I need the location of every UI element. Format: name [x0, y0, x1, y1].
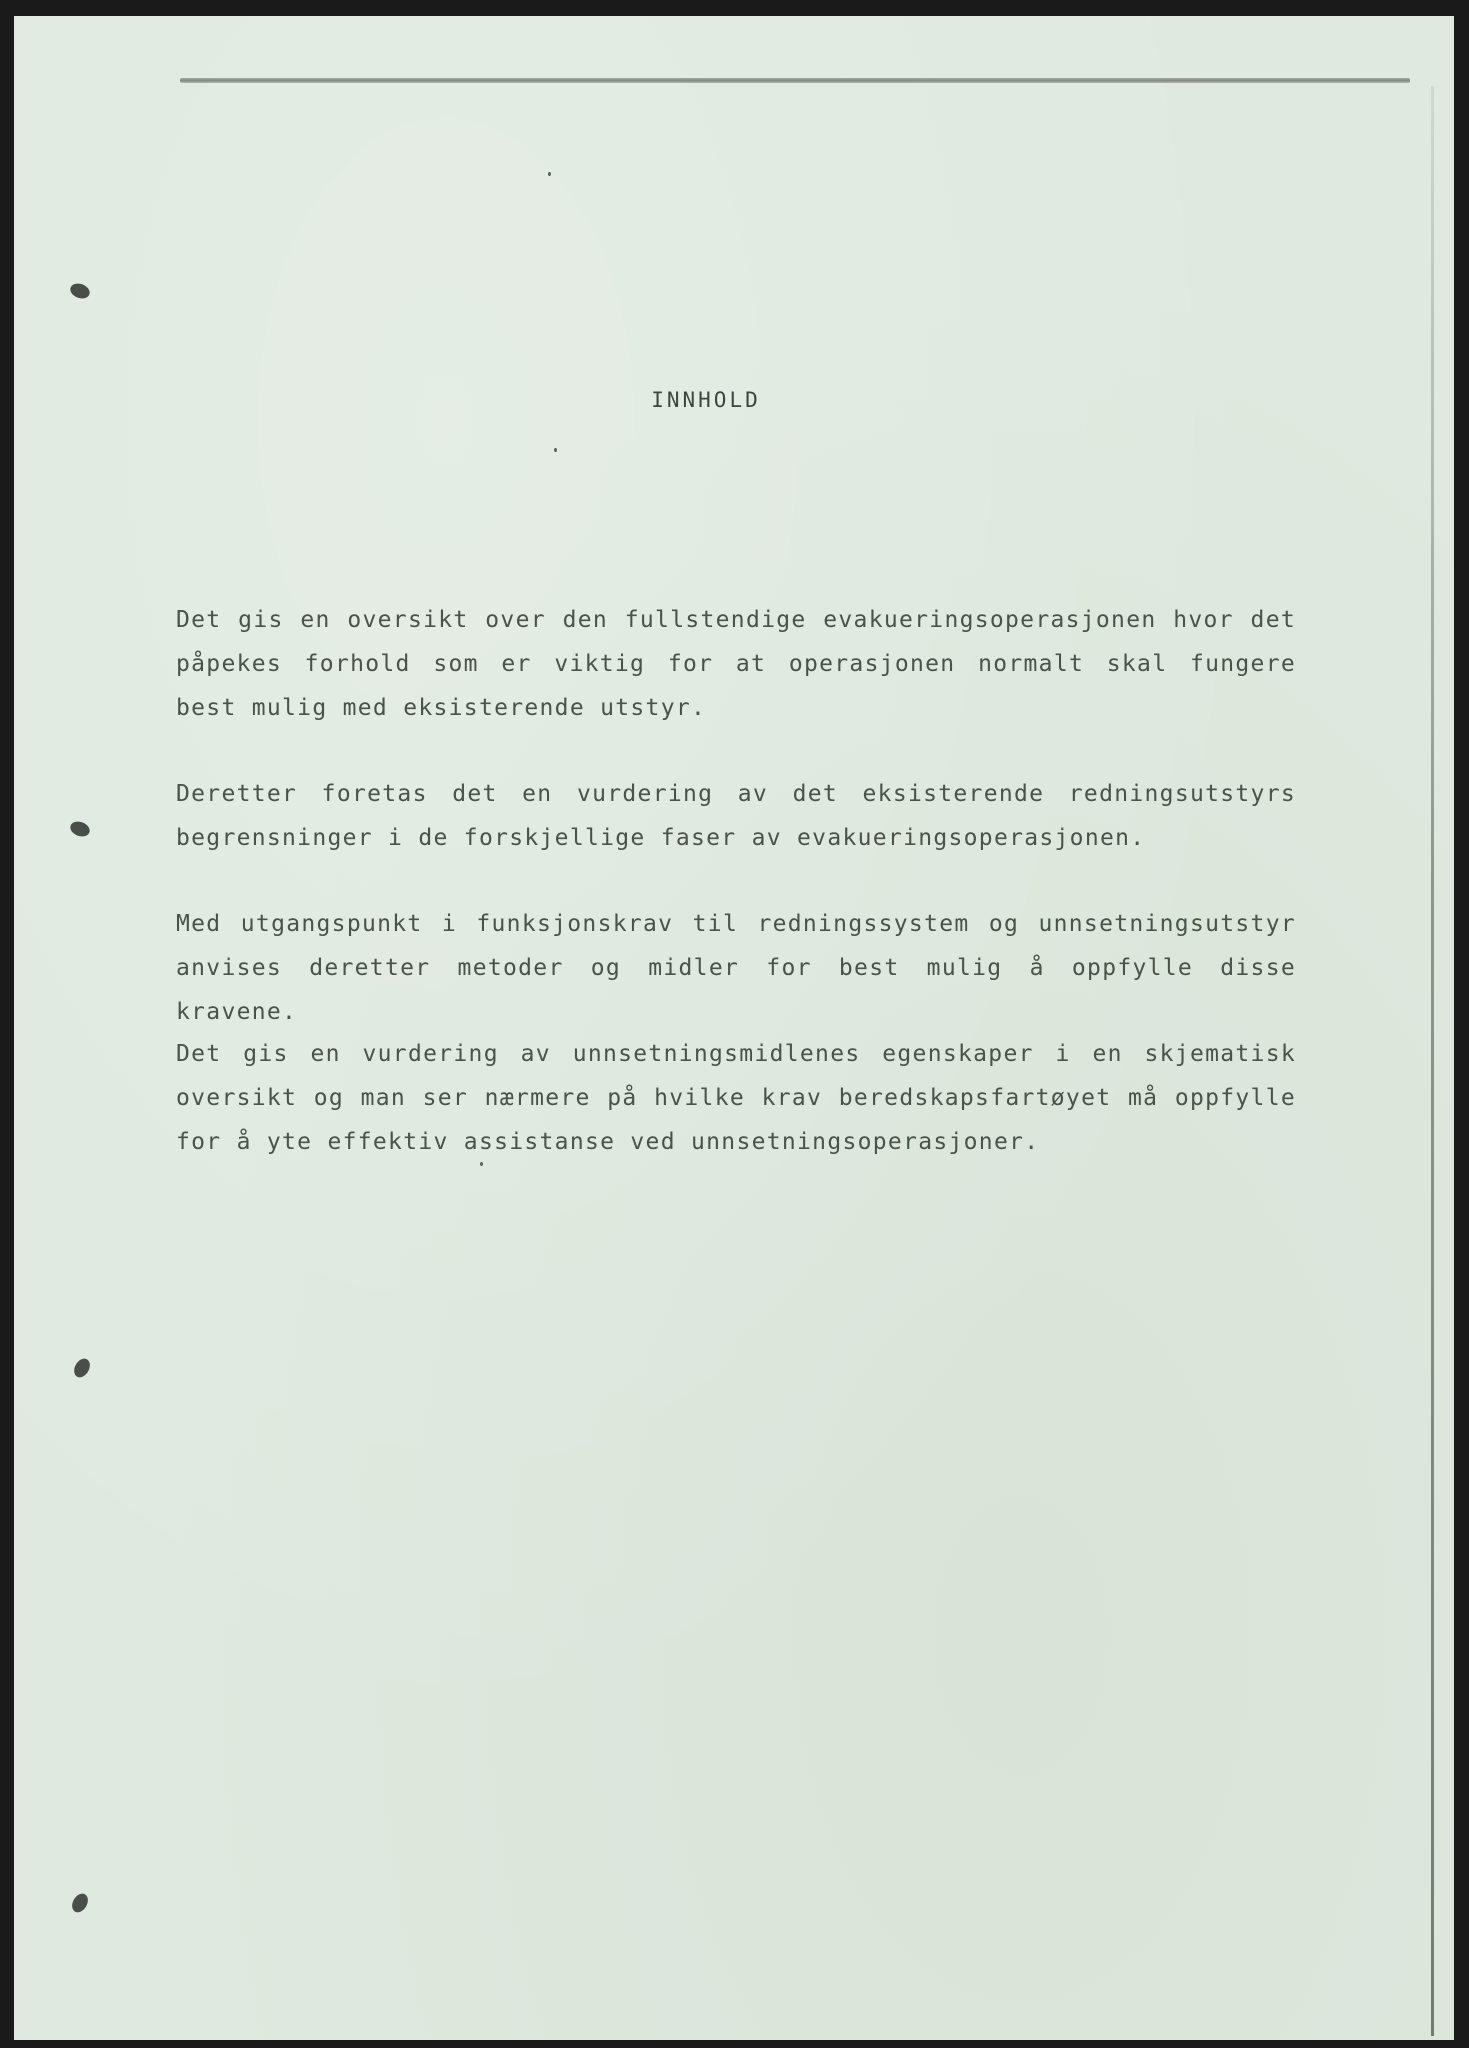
paragraph-requirements: Med utgangspunkt i funksjonskrav til redningssystem og unnsetningsutstyr anvises deretter metoder og midler for best mulig å oppfylle disse kravene. [176, 911, 1296, 1025]
page-title: INNHOLD [651, 388, 761, 412]
punch-hole [71, 1356, 93, 1380]
paragraph-limitations: Deretter foretas det en vurdering av det eksisterende redningsutstyrs begrensninger i de forskjellige faser av evakueringsoperasjonen. [176, 781, 1296, 851]
page-edge-shadow [1431, 86, 1434, 2036]
punch-hole [68, 281, 92, 301]
paper-speck [548, 172, 551, 176]
paragraph-overview: Det gis en oversikt over den fullstendige evakueringsoperasjonen hvor det påpekes forhold som er viktig for at operasjonen normalt skal fungere best mulig med eksisterende utstyr. [176, 607, 1296, 721]
document-page [14, 16, 1454, 2040]
top-rule [180, 78, 1410, 83]
paper-speck [554, 448, 557, 452]
punch-hole [68, 819, 92, 839]
paragraph-assessment: Det gis en vurdering av unnsetningsmidlenes egenskaper i en skjematisk oversikt og man ser nærmere på hvilke krav beredskapsfartøyet må oppfylle for å yte effektiv assistanse ved unnsetningsoperasjoner. [176, 1041, 1296, 1155]
punch-hole [69, 1891, 91, 1915]
